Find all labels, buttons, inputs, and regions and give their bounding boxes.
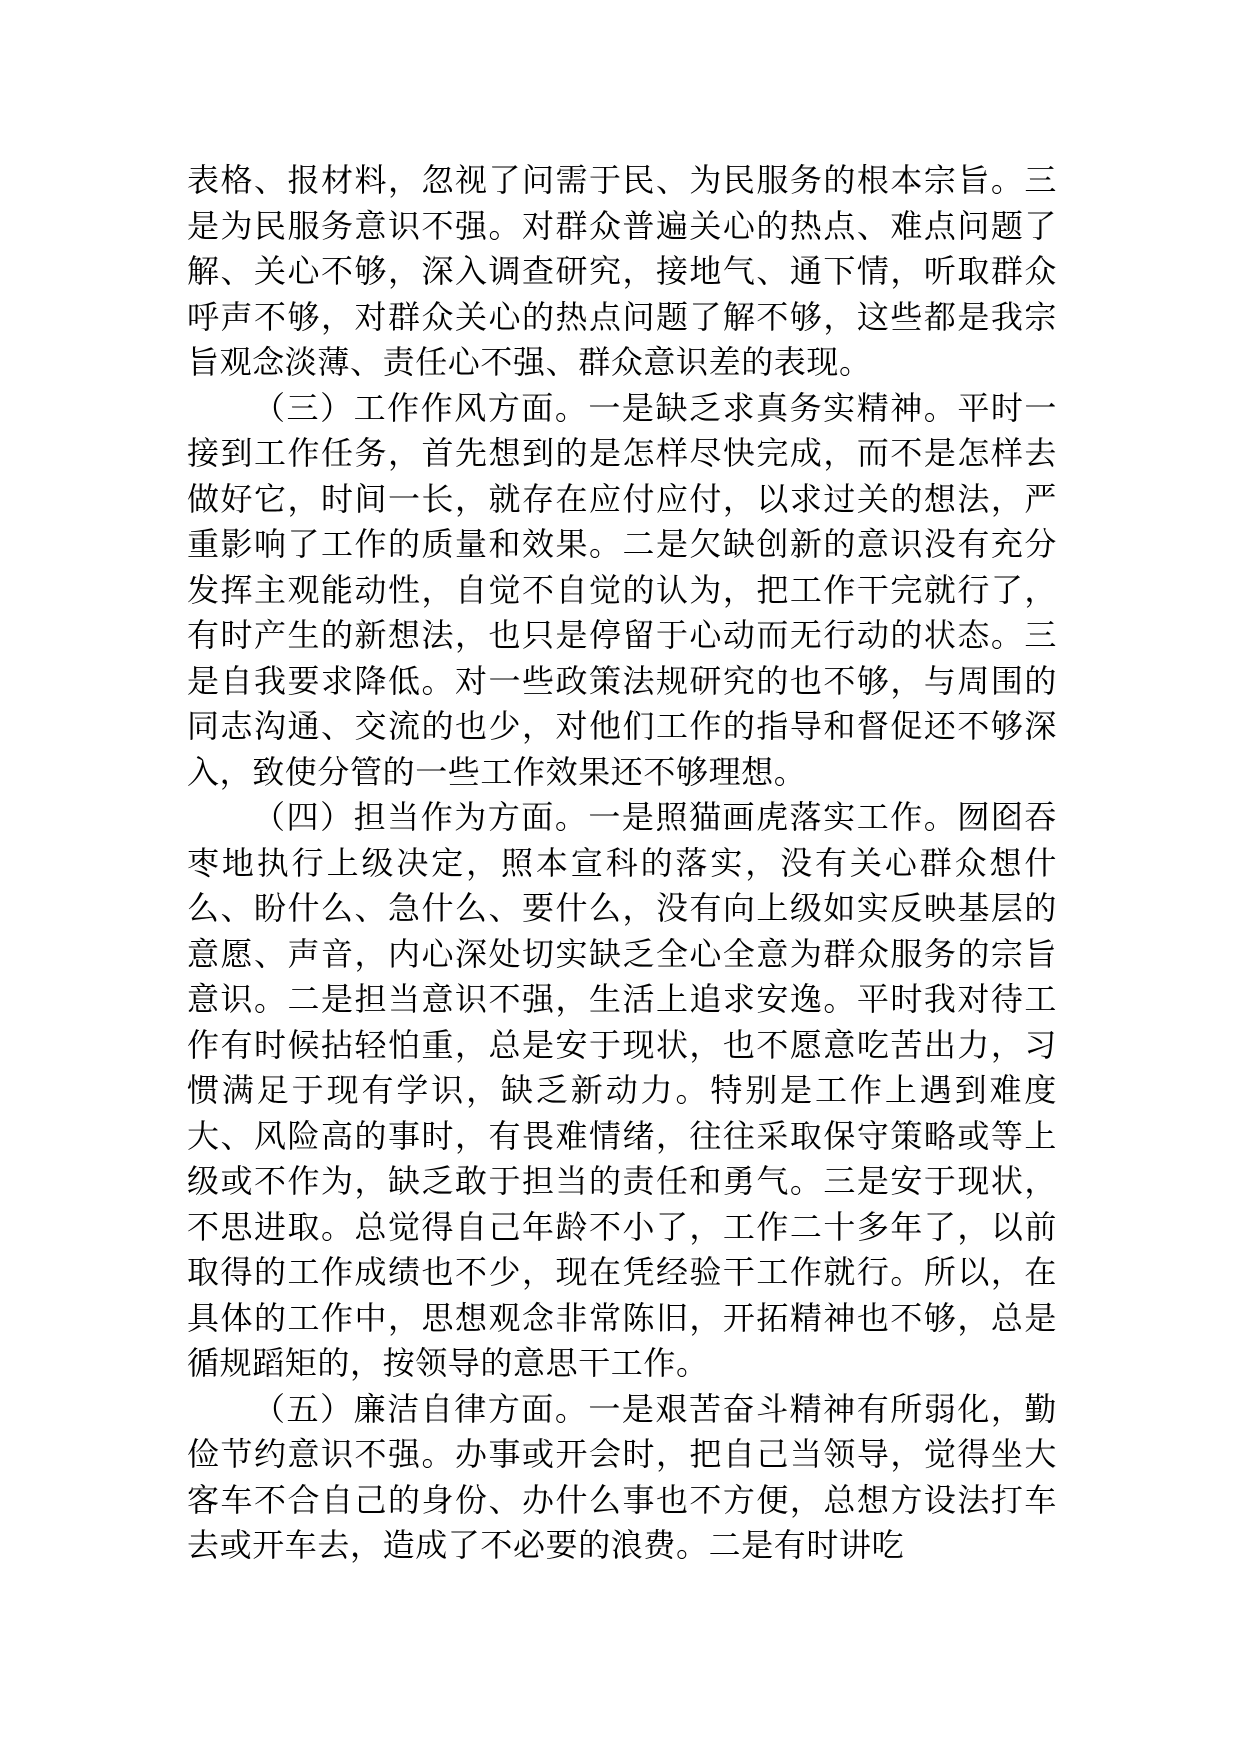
document-body [187, 158, 1057, 1569]
paragraph-responsibility: （四）担当作为方面。一是照猫画虎落实工作。囫囵吞枣地执行上级决定，照本宣科的落实，没有关心群众想什么、盼什么、急什么、要什么，没有向上级如实反映基层的意愿、声音，内心深处切实缺乏全心全意为群众服务的宗旨意识。二是担当意识不强，生活上追求安逸。平时我对待工作有时候拈轻怕重，总是安于现状，也不愿意吃苦出力，习惯满足于现有学识，缺乏新动力。特别是工作上遇到难度大、风险高的事时，有畏难情绪，往往采取保守策略或等上级或不作为，缺乏敢于担当的责任和勇气。三是安于现状，不思进取。总觉得自己年龄不小了，工作二十多年了，以前取得的工作成绩也不少，现在凭经验干工作就行。所以，在具体的工作中，思想观念非常陈旧，开拓精神也不够，总是循规蹈矩的，按领导的意思干工作。 [187, 798, 1057, 1382]
paragraph-integrity: （五）廉洁自律方面。一是艰苦奋斗精神有所弱化，勤俭节约意识不强。办事或开会时，把自己当领导，觉得坐大客车不合自己的身份、办什么事也不方便，总想方设法打车去或开车去，造成了不必要的浪费。二是有时讲吃 [187, 1389, 1057, 1564]
paragraph-work-style: （三）工作作风方面。一是缺乏求真务实精神。平时一接到工作任务，首先想到的是怎样尽快完成，而不是怎样去做好它，时间一长，就存在应付应付，以求过关的想法，严重影响了工作的质量和效果。二是欠缺创新的意识没有充分发挥主观能动性，自觉不自觉的认为，把工作干完就行了，有时产生的新想法，也只是停留于心动而无行动的状态。三是自我要求降低。对一些政策法规研究的也不够，与周围的同志沟通、交流的也少，对他们工作的指导和督促还不够深入，致使分管的一些工作效果还不够理想。 [187, 388, 1057, 791]
paragraph-continuation: 表格、报材料，忽视了问需于民、为民服务的根本宗旨。三是为民服务意识不强。对群众普遍关心的热点、难点问题了解、关心不够，深入调查研究，接地气、通下情，听取群众呼声不够，对群众关心的热点问题了解不够，这些都是我宗旨观念淡薄、责任心不强、群众意识差的表现。 [187, 161, 1057, 381]
